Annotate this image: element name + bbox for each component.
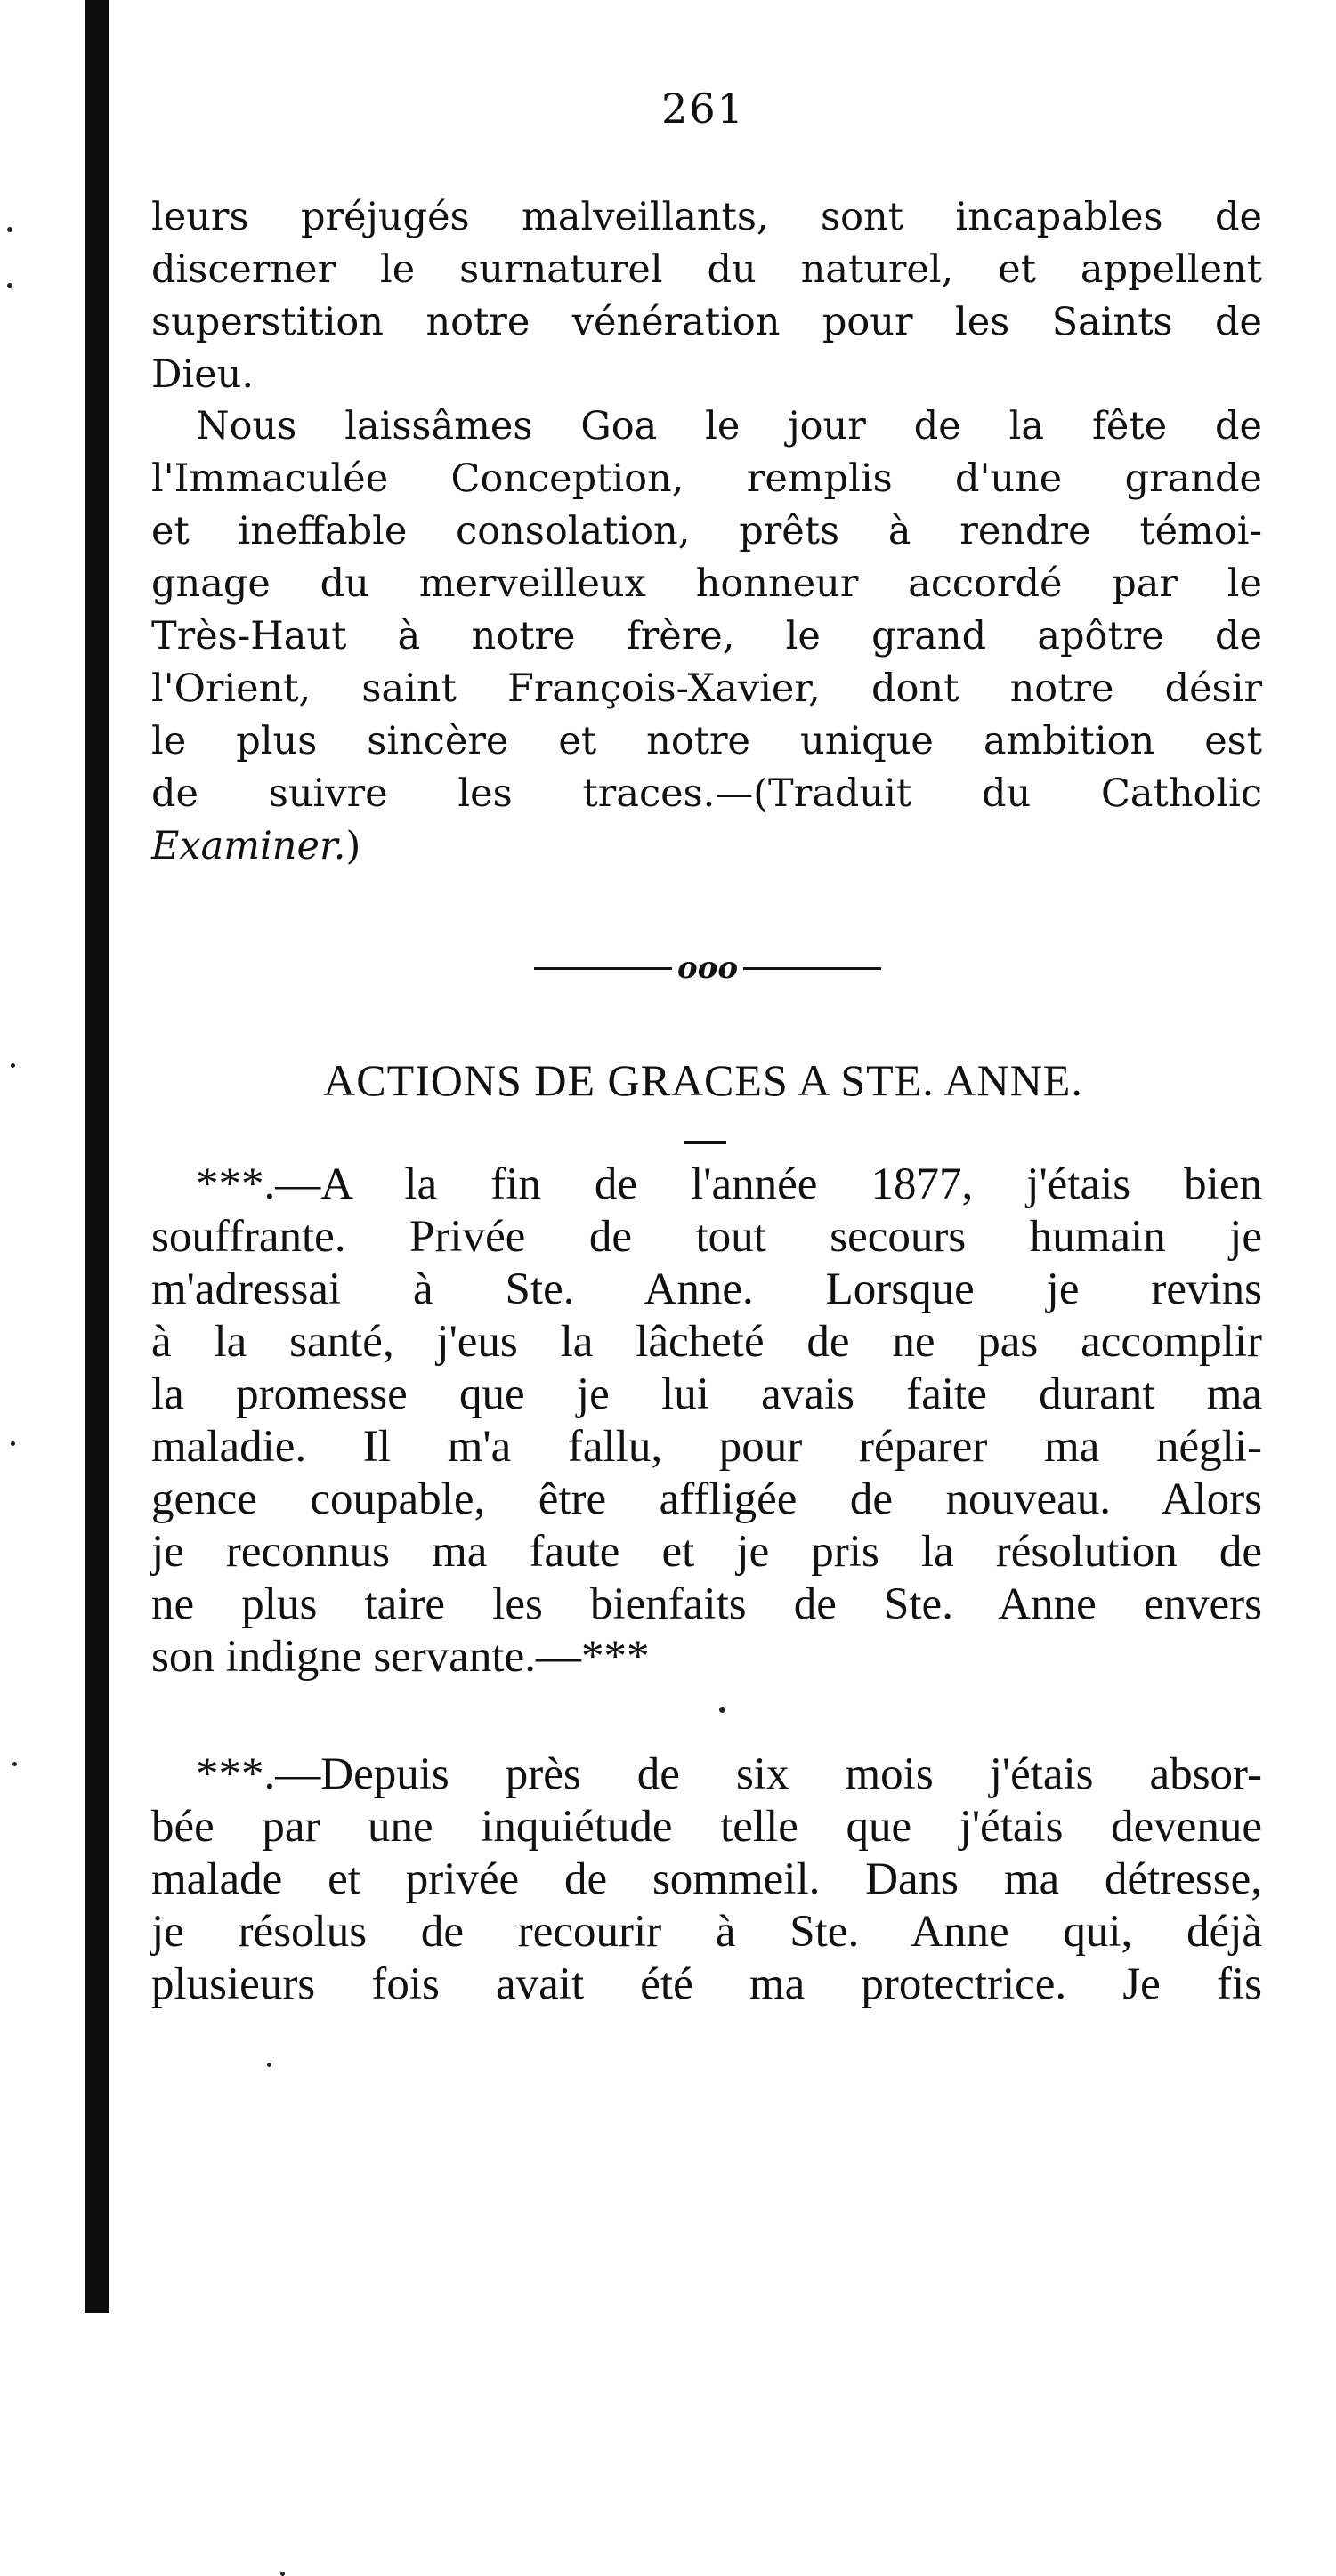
text-line: de suivre les traces.—(Traduit du Catholic xyxy=(151,771,1262,816)
text-line: leurs préjugés malveillants, sont incapables de xyxy=(151,195,1262,239)
print-speck xyxy=(719,1707,725,1713)
text-line: ***.—A la fin de l'année 1877, j'étais bien xyxy=(196,1159,1262,1209)
text-line: le plus sincère et notre unique ambition est xyxy=(151,719,1262,763)
text-line: l'Orient, saint François-Xavier, dont notre désir xyxy=(151,666,1262,711)
print-speck xyxy=(7,227,12,232)
source-title-italic: Examiner. xyxy=(151,824,346,868)
text-line: bée par une inquiétude telle que j'étais devenue xyxy=(151,1802,1262,1852)
page-number: 261 xyxy=(661,85,745,133)
text-line: ne plus taire les bienfaits de Ste. Anne envers xyxy=(151,1579,1262,1629)
source-close-paren: ) xyxy=(345,824,361,868)
text-line: malade et privée de sommeil. Dans ma détresse, xyxy=(151,1854,1262,1904)
text-line: plusieurs fois avait été ma protectrice. Je fis xyxy=(151,1959,1262,2009)
text-line: l'Immaculée Conception, remplis d'une grande xyxy=(151,456,1262,501)
section-heading: ACTIONS DE GRACES A STE. ANNE. xyxy=(323,1055,1083,1105)
text-line: ***.—Depuis près de six mois j'étais absor- xyxy=(196,1749,1262,1799)
paragraph-continued xyxy=(151,191,1262,401)
print-speck xyxy=(280,2572,285,2576)
print-speck xyxy=(11,1063,15,1068)
text-line: Dieu. xyxy=(151,352,255,397)
text-line: je résolus de recourir à Ste. Anne qui, déjà xyxy=(151,1907,1262,1957)
text-line: souffrante. Privée de tout secours humain je xyxy=(151,1212,1262,1262)
divider-rule-left xyxy=(534,967,672,970)
text-line: discerner le surnaturel du naturel, et appellent xyxy=(151,247,1262,292)
text-line: et ineffable consolation, prêts à rendre témoi- xyxy=(151,509,1262,553)
text-line: maladie. Il m'a fallu, pour réparer ma négli- xyxy=(151,1422,1262,1472)
text-line xyxy=(151,820,1262,873)
book-binding-edge xyxy=(85,0,109,2313)
text-line: son indigne servante.—*** xyxy=(151,1632,650,1682)
print-speck xyxy=(7,283,12,288)
paragraph-testimony-2 xyxy=(151,1748,1262,2011)
text-line: la promesse que je lui avais faite durant ma xyxy=(151,1369,1262,1419)
paragraph-departure-goa xyxy=(151,400,1262,873)
text-line: à la santé, j'eus la lâcheté de ne pas accomplir xyxy=(151,1317,1262,1367)
heading-dash xyxy=(684,1141,726,1144)
text-line: Très-Haut à notre frère, le grand apôtre de xyxy=(151,614,1262,658)
text-line: gence coupable, être affligée de nouveau. Alors xyxy=(151,1474,1262,1524)
divider-ooo-mark: ooo xyxy=(676,950,739,986)
text-line: superstition notre vénération pour les Saints de xyxy=(151,300,1262,344)
text-line: Nous laissâmes Goa le jour de la fête de xyxy=(196,404,1262,448)
book-page xyxy=(134,0,1273,2313)
text-line: m'adressai à Ste. Anne. Lorsque je revins xyxy=(151,1264,1262,1314)
print-speck xyxy=(267,2063,271,2067)
print-speck xyxy=(12,1762,17,1766)
print-speck xyxy=(11,1441,15,1446)
section-divider-ornament xyxy=(507,950,908,986)
text-line: gnage du merveilleux honneur accordé par le xyxy=(151,561,1262,606)
divider-rule-right xyxy=(743,967,881,970)
paragraph-testimony-1 xyxy=(151,1159,1262,1684)
text-line: je reconnus ma faute et je pris la résolution de xyxy=(151,1527,1262,1577)
